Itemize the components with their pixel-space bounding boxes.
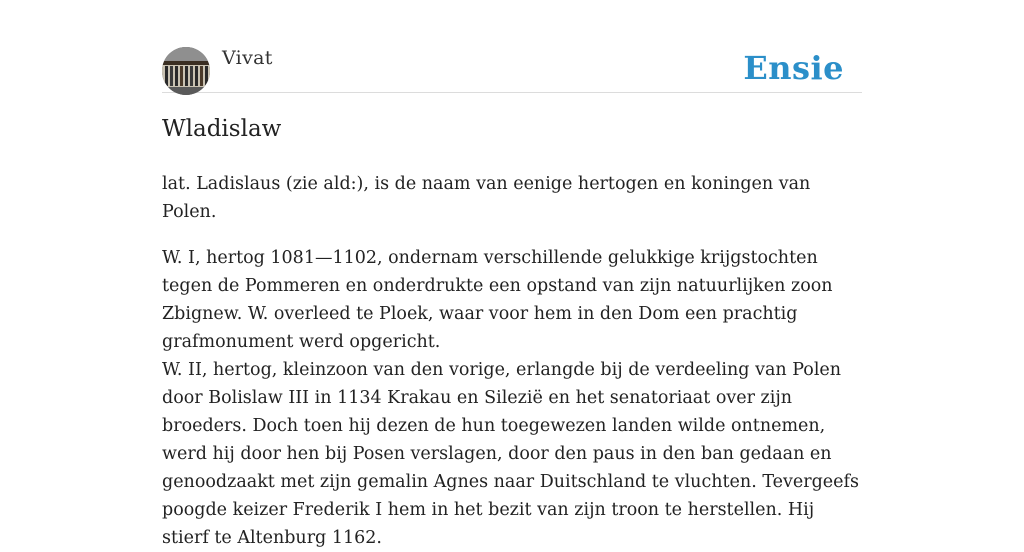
book-spines-icon: [162, 47, 210, 95]
site-logo[interactable]: Ensie: [743, 49, 844, 87]
author-avatar[interactable]: [162, 47, 210, 95]
article-intro: lat. Ladislaus (zie ald:), is de naam van eenige hertogen en koningen van Polen.: [162, 174, 811, 222]
article-paragraph: W. II, hertog, kleinzoon van den vorige, erlangde bij de verdeeling van Polen door Bolislaw III in 1134 Krakau en Silezië en het senatoriaat over zijn broeders. Doch toen hij dezen de hun toegewezen landen wilde ontnemen, werd hij door hen bij Posen verslagen, door den paus in den ban gedaan en genoodzaakt met zijn gemalin Agnes naar Duitschland te vluchten. Tevergeefs poogde keizer Frederik I hem in het bezit van zijn troon te herstellen. Hij stierf te Altenburg 1162.: [162, 360, 859, 548]
article-paragraph: W. I, hertog 1081—1102, ondernam verschillende gelukkige krijgstochten tegen de Pommeren en onderdrukte een opstand van zijn natuurlijken zoon Zbignew. W. overleed te Ploek, waar voor hem in den Dom een prachtig grafmonument werd opgericht.: [162, 248, 833, 352]
author-name[interactable]: Vivat: [222, 47, 273, 69]
article-title: Wladislaw: [162, 116, 282, 142]
article-body: [162, 170, 862, 552]
page-header: [162, 46, 862, 93]
